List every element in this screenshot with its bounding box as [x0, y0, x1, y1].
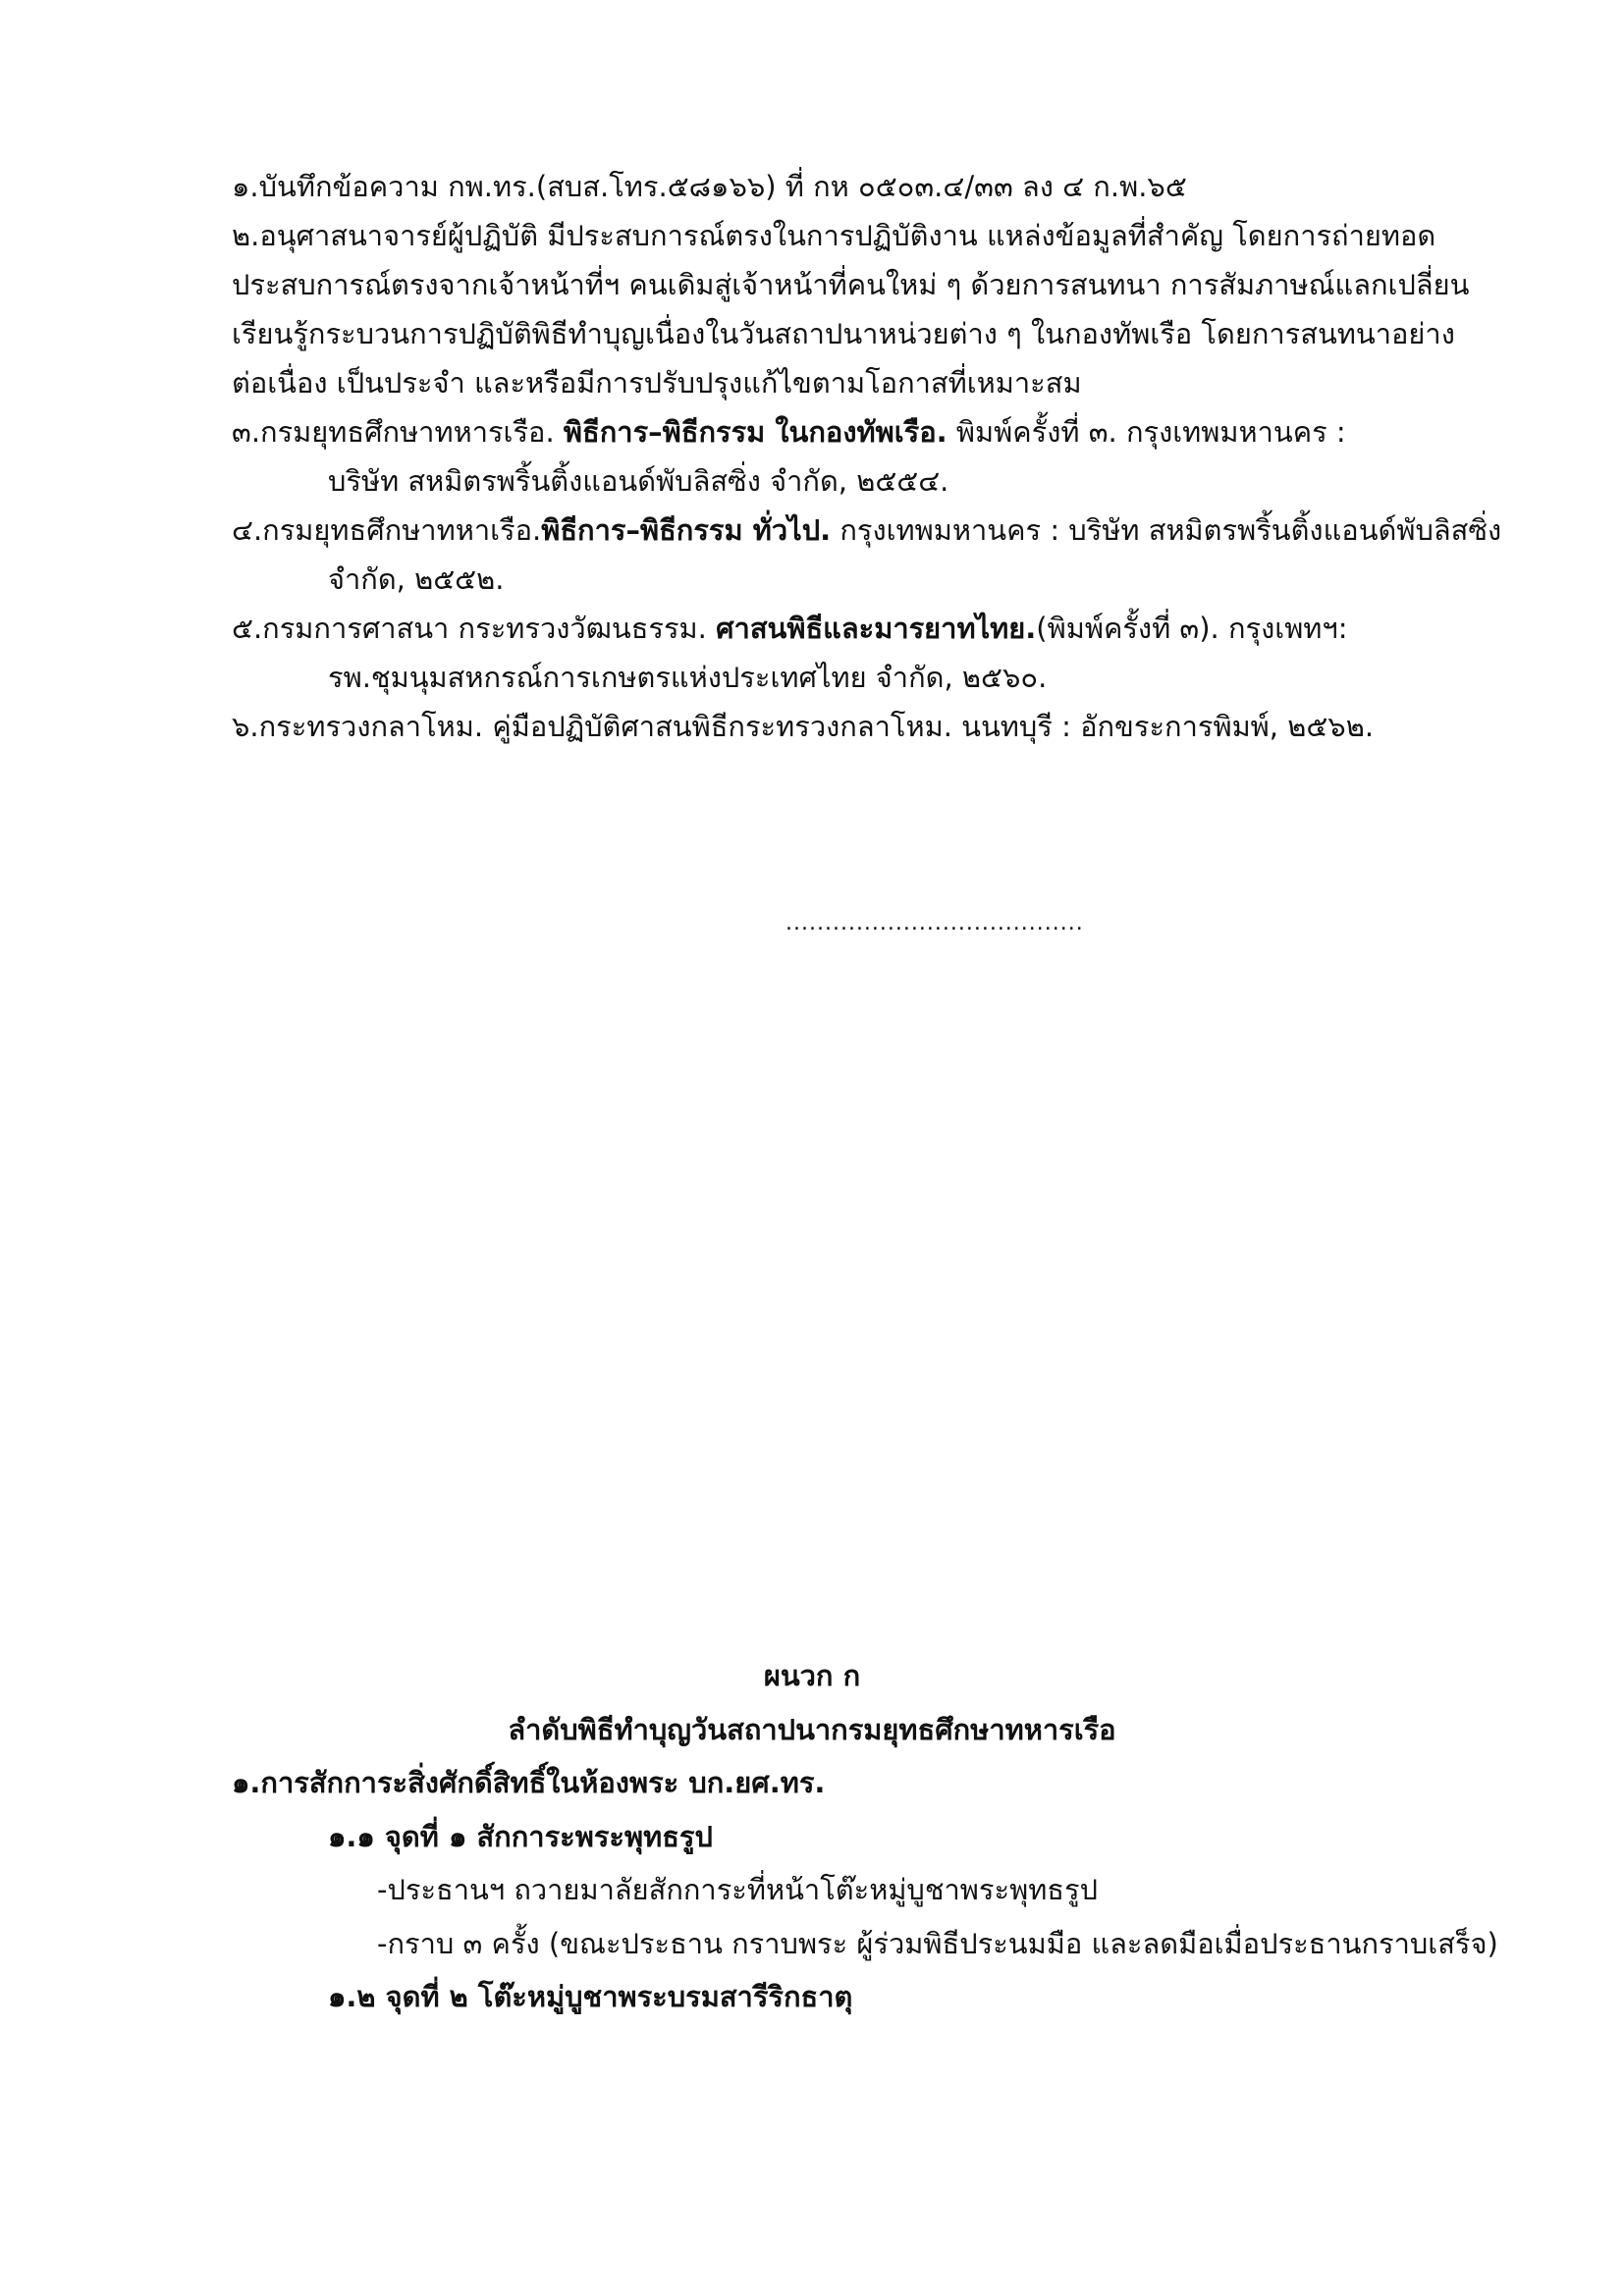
- reference-5-line-2: รพ.ชุมนุมสหกรณ์การเกษตรแห่งประเทศไทย จำกัด, ๒๕๖๐.: [328, 661, 1048, 694]
- reference-5-edition: (พิมพ์ครั้งที่ ๓). กรุงเพทฯ:: [1036, 612, 1348, 645]
- section-1-heading: ๑.การสักการะสิ่งศักดิ์สิทธิ์ในห้องพระ บก.ยศ.ทร.: [232, 1766, 826, 1799]
- reference-4-title: พิธีการ–พิธีกรรม ทั่วไป.: [541, 513, 832, 547]
- appendix-heading: ผนวก ก: [763, 1659, 861, 1692]
- appendix-title: ลำดับพิธีทำบุญวันสถาปนากรมยุทธศึกษาทหารเรือ: [508, 1713, 1116, 1746]
- reference-4-line-1: [232, 508, 1501, 552]
- reference-1: ๑.บันทึกข้อความ กพ.ทร.(สบส.โทร.๕๘๑๖๖) ที่ กห ๐๕๐๓.๔/๓๓ ลง ๔ ก.พ.๖๕: [232, 170, 1187, 203]
- reference-3-edition: พิมพ์ครั้งที่ ๓. กรุงเทพมหานคร :: [947, 415, 1346, 449]
- reference-2-line-4: ต่อเนื่อง เป็นประจำ และหรือมีการปรับปรุงแก้ไขตามโอกาสที่เหมาะสม: [232, 366, 1082, 400]
- reference-4-line-2: จำกัด, ๒๕๕๒.: [328, 562, 505, 596]
- reference-6: ๖.กระทรวงกลาโหม. คู่มือปฏิบัติศาสนพิธีกระทรวงกลาโหม. นนทบุรี : อักขระการพิมพ์, ๒๕๖๒.: [232, 710, 1375, 743]
- reference-5-title: ศาสนพิธีและมารยาทไทย.: [716, 612, 1037, 645]
- end-separator: ......................................: [785, 911, 1084, 935]
- reference-3-title: พิธีการ–พิธีกรรม ในกองทัพเรือ.: [563, 415, 947, 449]
- reference-3-line-2: บริษัท สหมิตรพริ้นติ้งแอนด์พับลิสซิ่ง จำกัด, ๒๕๕๔.: [328, 464, 949, 498]
- reference-2-line-2: ประสบการณ์ตรงจากเจ้าหน้าที่ฯ คนเดิมสู่เจ้าหน้าที่คนใหม่ ๆ ด้วยการสนทนา การสัมภาษณ์แลกเปลี่ยน: [232, 268, 1470, 301]
- subsection-1-1-item-1: -ประธานฯ ถวายมาลัยสักการะที่หน้าโต๊ะหมู่บูชาพระพุทธรูป: [377, 1873, 1098, 1906]
- reference-3-author: ๓.กรมยุทธศึกษาทหารเรือ.: [232, 415, 564, 449]
- subsection-1-1-item-2: -กราบ ๓ ครั้ง (ขณะประธาน กราบพระ ผู้ร่วมพิธีประนมมือ และลดมือเมื่อประธานกราบเสร็จ): [377, 1927, 1498, 1960]
- reference-5-line-1: [232, 607, 1347, 650]
- subsection-1-1-heading: ๑.๑ จุดที่ ๑ สักการะพระพุทธรูป: [328, 1820, 713, 1853]
- reference-5-author: ๕.กรมการศาสนา กระทรวงวัฒนธรรม.: [232, 612, 717, 645]
- reference-4-author: ๔.กรมยุทธศึกษาทหาเรือ.: [232, 513, 542, 547]
- reference-4-publisher: กรุงเทพมหานคร : บริษัท สหมิตรพริ้นติ้งแอนด์พับลิสซิ่ง: [831, 513, 1502, 547]
- reference-2-line-3: เรียนรู้กระบวนการปฏิบัติพิธีทำบุญเนื่องในวันสถาปนาหน่วยต่าง ๆ ในกองทัพเรือ โดยการสนทนาอย่าง: [232, 317, 1455, 350]
- reference-3-line-1: [232, 410, 1346, 454]
- subsection-1-2-heading: ๑.๒ จุดที่ ๒ โต๊ะหมู่บูชาพระบรมสารีริกธาตุ: [328, 1980, 853, 2013]
- reference-2-line-1: ๒.อนุศาสนาจารย์ผู้ปฏิบัติ มีประสบการณ์ตรงในการปฏิบัติงาน แหล่งข้อมูลที่สำคัญ โดยการถ่ายทอด: [232, 219, 1436, 252]
